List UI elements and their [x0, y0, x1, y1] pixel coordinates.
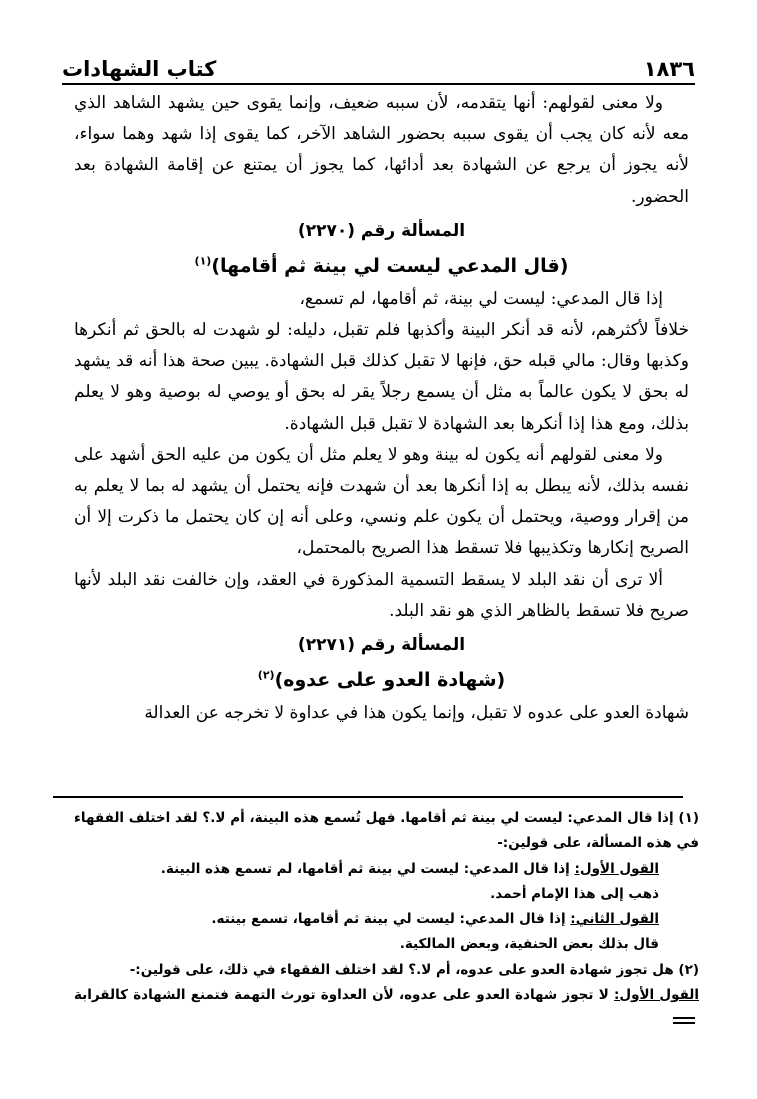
- footnote-1: [74, 806, 699, 857]
- main-text: [74, 88, 689, 729]
- paragraph-6: شهادة العدو على عدوه لا تقبل، وإنما يكون هذا في عداوة لا تخرجه عن العدالة: [144, 703, 689, 724]
- page-number: ١٨٣٦: [643, 57, 695, 81]
- footnote-1-opinion-1-text: إذا قال المدعي: ليست لي بينة ثم أقامها، لم تسمع هذه البينة.: [160, 860, 570, 877]
- footnote-1-text: إذا قال المدعي: ليست لي بينة ثم أقامها. فهل تُسمع هذه البينة، أم لا.؟ لقد اختلف الفقهاء في هذه المسألة، على قولين:-: [74, 810, 699, 852]
- continuation-mark: [673, 1017, 695, 1024]
- footnote-2-opinion-1-label: القول الأول:: [613, 987, 699, 1004]
- footnote-1-opinion-2-attribution: قال بذلك بعض الحنفية، وبعض المالكية.: [399, 936, 659, 953]
- footnote-2-opinion-1-text: لا تجوز شهادة العدو على عدوه، لأن العداوة تورث التهمة فتمنع الشهادة كالقرابة: [74, 987, 609, 1004]
- footnote-divider: [53, 796, 683, 798]
- paragraph-2: إذا قال المدعي: ليست لي بينة، ثم أقامها، لم تسمع،: [299, 288, 663, 309]
- footnote-1-marker: (١): [678, 810, 699, 826]
- paragraph-3: خلافاً لأكثرهم، لأنه قد أنكر البينة وأكذبها فلم تقبل، دليله: لو شهدت له بالحق ثم أنكرها وكذبها وقال: مالي قبله حق، فإنها لا تقبل كذلك قبل الشهادة. يبين صحة هذا أنه قد يشهد له بحق لا يكون عالماً به مثل أن يسمع رجلاً يقر له بحق أو يوصي له بوصية وهو لا يعلم بذلك، ومع هذا إذا أنكرها بعد الشهادة لا تقبل قبل الشهادة.: [74, 320, 689, 434]
- footnote-1-opinion-2: [74, 907, 699, 932]
- footnote-2: [74, 958, 699, 983]
- footnote-1-opinion-1-label: القول الأول:: [574, 860, 659, 877]
- footnote-2-opinion-1: [74, 983, 699, 1034]
- footnote-2-text: هل تجوز شهادة العدو على عدوه، أم لا.؟ لقد اختلف الفقهاء في ذلك، على قولين:-: [129, 961, 674, 978]
- header-rule: [62, 83, 695, 85]
- question-2271-title: المسألة رقم (٢٢٧١): [297, 635, 466, 656]
- question-2271-subtitle: [74, 663, 689, 698]
- footnote-1-opinion-2-label: القول الثاني:: [570, 911, 659, 928]
- paragraph-4: ولا معنى لقولهم أنه يكون له بينة وهو لا يعلم مثل أن يكون من عليه الحق أشهد على نفسه بذلك، لأنه يبطل به إذا أنكرها بعد أن شهدت فإنه يحتمل أن يشهد له بما لا يعلم به من إقرار ووصية، ويحتمل أن يكون علم ونسي، وعلى أنه إن كان يحتمل ما ذكرت إلا أن الصريح إنكارها وتكذيبها فلا تسقط هذا الصريح بالمحتمل،: [74, 444, 689, 559]
- footnotes: [74, 806, 699, 1034]
- question-2270-title: المسألة رقم (٢٢٧٠): [297, 220, 466, 241]
- footnote-2-marker: (٢): [678, 961, 699, 978]
- question-2270-subtitle: [74, 249, 689, 284]
- footnote-ref-1[interactable]: (١): [194, 254, 212, 268]
- question-2270-subtitle-text: (قال المدعي ليست لي بينة ثم أقامها): [211, 254, 569, 277]
- question-2271-subtitle-text: (شهادة العدو على عدوه): [274, 669, 506, 692]
- footnote-ref-2[interactable]: (٢): [257, 668, 275, 682]
- book-title: كتاب الشهادات: [62, 57, 217, 81]
- footnote-1-opinion-1-attribution: ذهب إلى هذا الإمام أحمد.: [490, 885, 659, 902]
- footnote-1-opinion-1: [74, 857, 699, 882]
- page-header: [62, 52, 695, 82]
- paragraph-1: ولا معنى لقولهم: أنها يتقدمه، لأن سببه ضعيف، وإنما يقوى حين يشهد الشاهد الذي معه لأنه كان يجب أن يقوى سببه بحضور الشاهد الآخر، كما يقوى إذا شهد وهما سواء، لأنه يجوز أن يرجع عن الشهادة بعد أدائها، كما يجوز أن يمتنع عن إقامة الشهادة بعد الحضور.: [74, 93, 689, 207]
- footnote-1-opinion-2-text: إذا قال المدعي: ليست لي بينة ثم أقامها، تسمع بينته.: [211, 911, 566, 928]
- paragraph-5: ألا ترى أن نقد البلد لا يسقط التسمية المذكورة في العقد، وإن خالفت نقد البلد لأنها صريح فلا تسقط بالظاهر الذي هو نقد البلد.: [74, 569, 689, 621]
